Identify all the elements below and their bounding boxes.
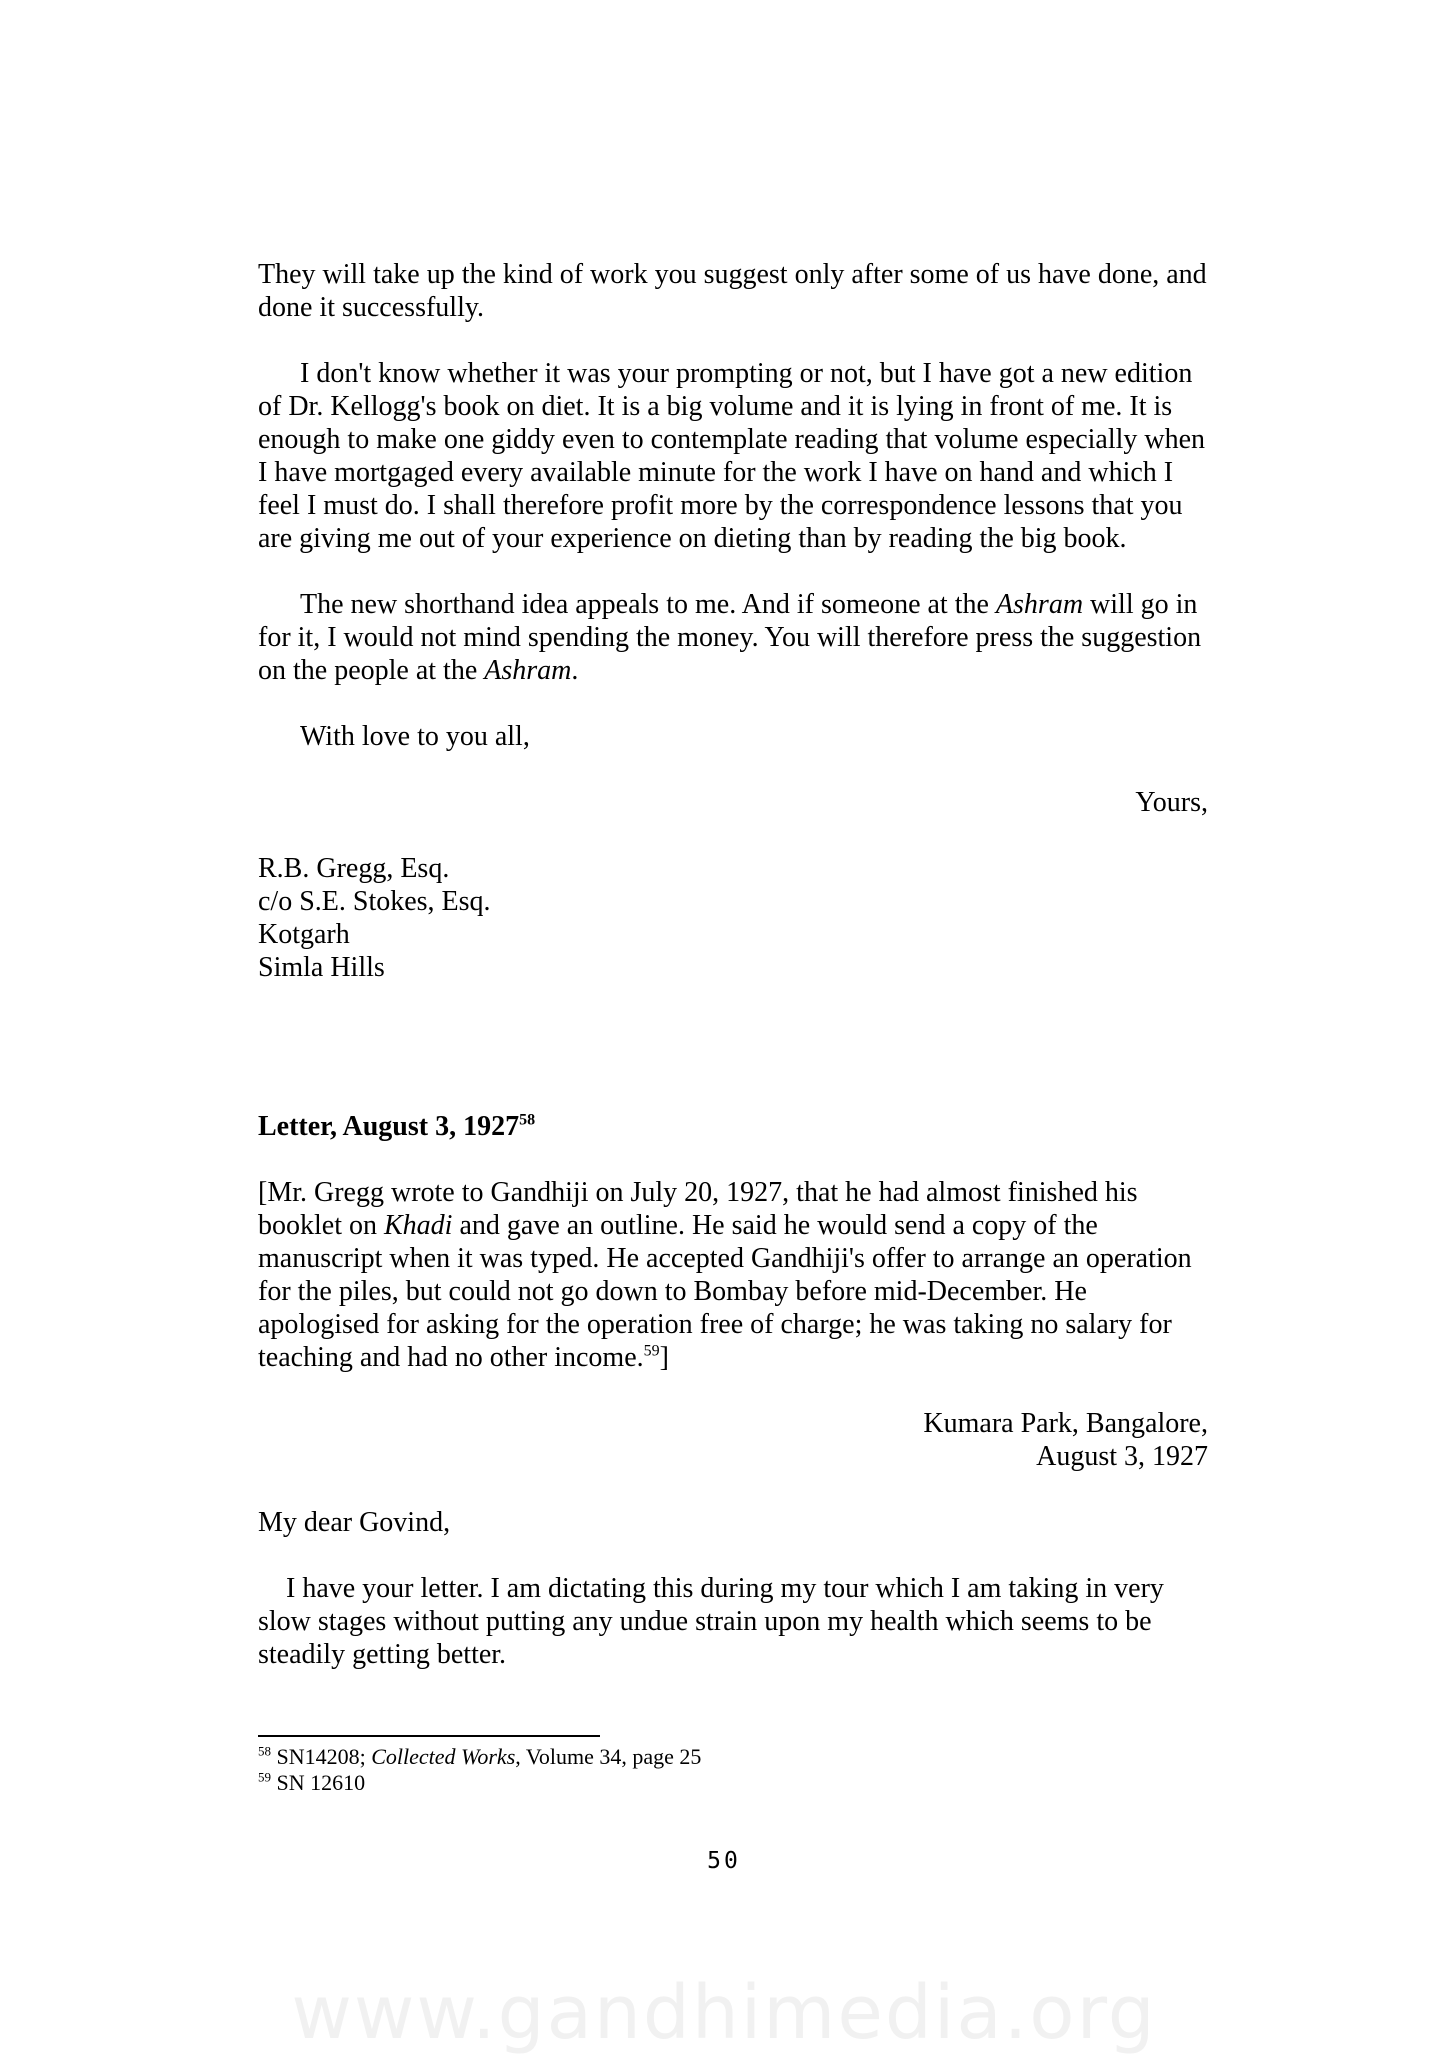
footnote-text: SN14208; [271,1744,372,1769]
paragraph-3-part-b: will go in for it, I would not mind spending the money. You will therefore press the suggestion on the people at the [258,589,1202,686]
footnote-59 [258,1770,1158,1796]
page-number: 50 [707,1848,741,1874]
paragraph-4: With love to you all, [300,721,530,752]
letter-heading-text: Letter, August 3, 1927 [258,1111,520,1142]
intro-part-b: and gave an outline. He said he would send a copy of the manuscript when it was typed. He accepted Gandhiji's offer to arrange an operation for the piles, but could not go down to Bombay before mid-December. He apologised for asking for the operation free of charge; he was taking no salary for teaching and had no other income. [258,1210,1192,1373]
place-and-date [258,1407,1208,1473]
letter-body [258,1176,1208,1671]
footnotes [258,1744,1158,1796]
intro-part-a: [Mr. Gregg wrote to Gandhiji on July 20, 1927, that he had almost finished his booklet on [258,1177,1138,1241]
recipient-address [258,852,1208,984]
ashram-term: Ashram [995,589,1084,620]
paragraph-3-part-a: The new shorthand idea appeals to me. And if someone at the [300,589,996,620]
previous-letter-body [258,258,1208,984]
footnote-number: 58 [258,1743,271,1759]
address-line: c/o S.E. Stokes, Esq. [258,886,491,917]
ashram-term: Ashram [484,655,572,686]
paragraph-3-part-c: . [571,655,579,686]
letter-heading [258,1110,535,1143]
intro-end: ] [659,1342,669,1373]
paragraph-2: I don't know whether it was your prompting or not, but I have got a new edition of Dr. Kellogg's book on diet. It is a big volume and it is lying in front of me. It is enough to make one giddy even to contemplate reading that volume especially when I have mortgaged every available minute for the work I have on hand and which I feel I must do. I shall therefore profit more by the correspondence lessons that you are giving me out of your experience on dieting than by reading the big book. [258,358,1206,554]
footnote-title: Collected Works [371,1744,516,1769]
letter-paragraph-1: I have your letter. I am dictating this during my tour which I am taking in very slow stages without putting any undue strain upon my health which seems to be steadily getting better. [258,1573,1164,1670]
footnote-text: SN 12610 [271,1770,366,1795]
footnote-ref: 58 [519,1111,536,1129]
address-line: Simla Hills [258,952,385,983]
footnote-divider [258,1735,600,1737]
khadi-term: Khadi [384,1210,453,1241]
date: August 3, 1927 [1036,1441,1208,1472]
watermark: www.gandhimedia.org [291,1970,1157,2056]
salutation: My dear Govind, [258,1507,451,1538]
place: Kumara Park, Bangalore, [923,1408,1208,1439]
footnote-number: 59 [258,1769,271,1785]
address-line: R.B. Gregg, Esq. [258,853,450,884]
paragraph-3 [258,588,1208,687]
closing: Yours, [1135,787,1208,818]
footnote-text: , Volume 34, page 25 [515,1744,702,1769]
footnote-ref: 59 [643,1342,660,1360]
paragraph-1: They will take up the kind of work you suggest only after some of us have done, and done it successfully. [258,259,1207,323]
address-line: Kotgarh [258,919,350,950]
editorial-intro [258,1176,1208,1374]
footnote-58 [258,1744,1158,1770]
